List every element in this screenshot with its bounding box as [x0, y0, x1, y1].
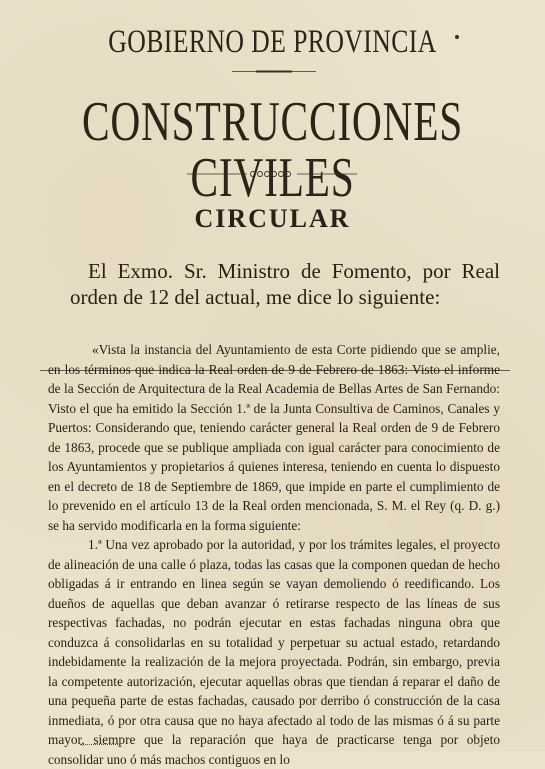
ornamental-rule: [187, 170, 357, 178]
header-main-title: CONSTRUCCIONES CIVILES: [81, 91, 464, 209]
body-paragraph-1: «Vista la instancia del Ayuntamiento de esta Corte pidiendo que se amplie, en los términos que indica la Real orden de 9 de Febrero de 1863: Visto el informe de la Sección de Arquitectura de la Real Academia de Bellas Artes de San Fernando: Visto el que ha emitido la Sección 1.ª de la Junta Consultiva de Caminos, Canales y Puertos: Considerando que, teniendo carácter general la Real orden de 9 de Febrero de 1863, procede que se publique ampliada con igual carácter para conocimiento de los Ayuntamientos y propietarios á quienes interesa, teniendo en cuenta lo dispuesto en el decreto de 18 de Septiembre de 1869, que impide en parte el cumplimiento de lo prevenido en el artículo 13 de la Real orden mencionada, S. M. el Rey (q. D. g.) se ha servido modificarla en la forma siguiente:: [48, 342, 500, 533]
footer-ink-marks: [80, 744, 120, 747]
small-rule-ornament: [232, 70, 316, 73]
ink-mark: [455, 35, 459, 39]
circular-heading: CIRCULAR: [194, 204, 351, 233]
intro-paragraph: [70, 258, 500, 310]
intro-line-1: El Exmo. Sr. Ministro de Fomento, por Real: [88, 259, 500, 283]
body-text: [48, 340, 500, 769]
body-paragraph-2: 1.ª Una vez aprobado por la autoridad, y por los trámites legales, el proyecto de alineación de una calle ó plaza, todas las casas que la componen quedan de hecho obligadas á ir entrando en linea según se vayan demoliendo ó reedificando. Los dueños de aquellas que deban avanzar ó retirarse respecto de las líneas de sus respectivas fachadas, no podrán ejecutar en estas fachadas ninguna obra que conduzca á consolidarlas en su totalidad y perpetuar su actual estado, retardando indebidamente la realización de la mejora proyectada. Podrán, sin embargo, previa la competente autorización, ejecutar aquellas obras que tiendan á reparar el daño de una pequeña parte de estas fachadas, causado por derribo ó construcción de la casa inmediata, ó por otra causa que no haya afectado al todo de las mismas ó á su parte mayor, siempre que la reparación que haya de practicarse tenga por objeto consolidar uno ó más machos contiguos en lo: [48, 537, 500, 767]
intro-line-2: orden de 12 del actual, me dice lo siguiente:: [70, 285, 441, 309]
header-top-title: GOBIERNO DE PROVINCIA: [108, 24, 437, 60]
